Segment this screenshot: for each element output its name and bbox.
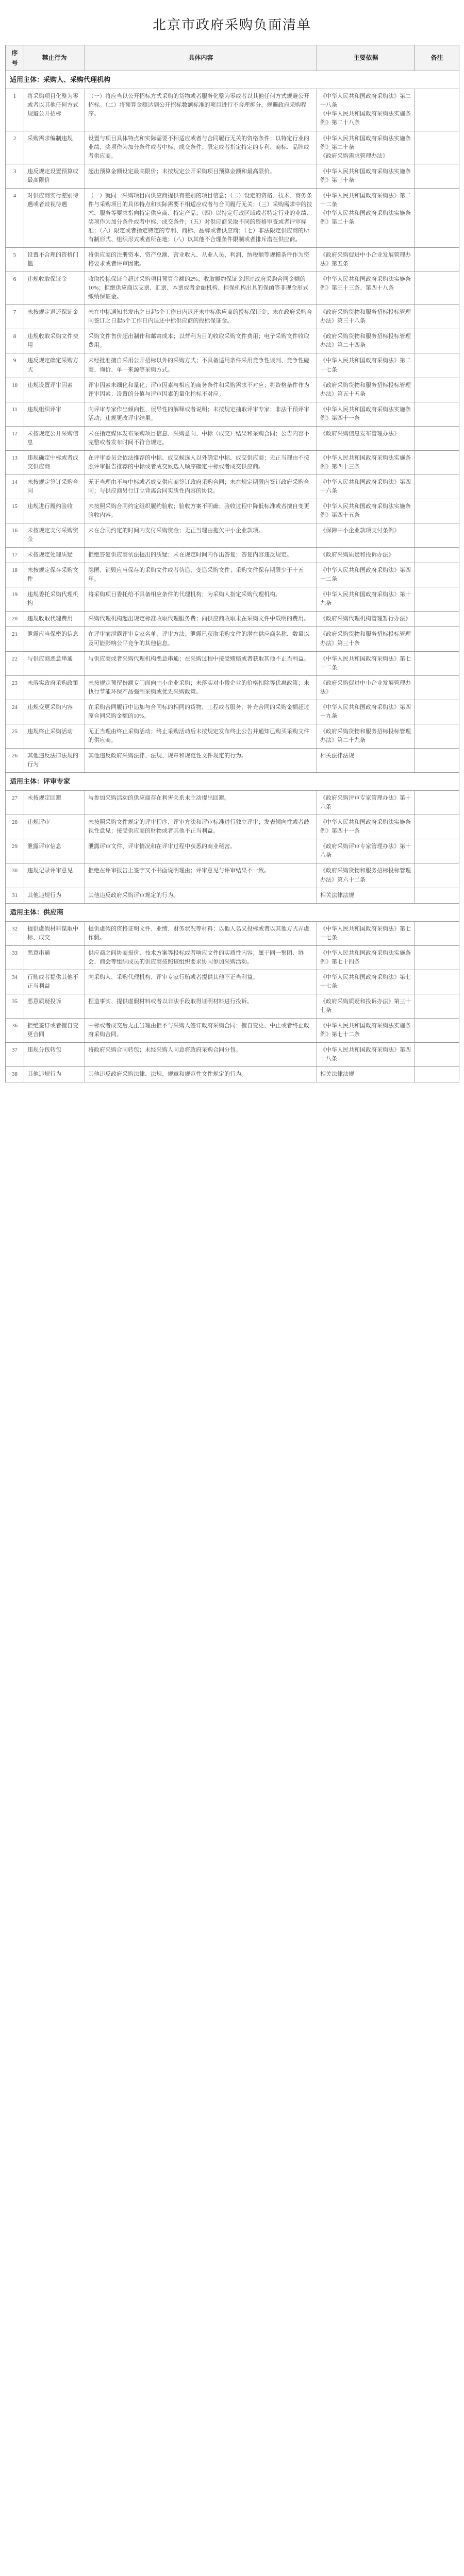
row-number: 38 — [6, 1067, 24, 1082]
negative-list-table — [5, 45, 459, 1082]
row-number: 20 — [6, 612, 24, 627]
row-prohibited-act: 恶意串通 — [24, 945, 85, 970]
row-prohibited-act: 违反规定设置预算或最高限价 — [24, 164, 85, 188]
row-content: 向评审专家作出倾向性、误导性的解释或者说明；未按规定抽取评审专家；非法干预评审活动；违规更改评审结果。 — [85, 402, 317, 426]
row-basis: 《中华人民共和国政府采购法》第四十六条 — [317, 474, 415, 499]
row-number: 9 — [6, 353, 24, 378]
row-content: 无正当理由不与中标或者成交供应商签订政府采购合同；未在规定期限内签订政府采购合同；与供应商另行订立背离合同实质性内容的协议。 — [85, 474, 317, 499]
row-content: 无正当理由终止采购活动；终止采购活动后未按规定发布终止公告并通知已购买采购文件的供应商。 — [85, 724, 317, 748]
row-content: 未在指定媒体发布采购项目信息、采购意向、中标（成交）结果和采购合同；公告内容不完整或者发布时间不符合规定。 — [85, 426, 317, 450]
row-basis: 《中华人民共和国政府采购法实施条例》第七十四条 — [317, 945, 415, 970]
table-row — [6, 272, 459, 305]
row-basis: 《中华人民共和国政府采购法实施条例》第三十三条、第四十八条 — [317, 272, 415, 305]
row-prohibited-act: 泄露评审信息 — [24, 839, 85, 863]
row-prohibited-act: 违规分包转包 — [24, 1043, 85, 1067]
row-prohibited-act: 对供应商实行差别待遇或者歧视待遇 — [24, 188, 85, 247]
row-note — [415, 89, 459, 131]
row-number: 37 — [6, 1043, 24, 1067]
row-content: 设置与项目具体特点和实际需要不相适应或者与合同履行无关的资格条件；以特定行业的业绩、奖项作为加分条件或者中标、成交条件；限定或者指定特定的专利、商标、品牌或者供应商。 — [85, 131, 317, 164]
row-basis: 《中华人民共和国政府采购法实施条例》第四十一条 — [317, 815, 415, 839]
table-row — [6, 651, 459, 675]
row-note — [415, 612, 459, 627]
table-row — [6, 945, 459, 970]
row-note — [415, 651, 459, 675]
row-basis: 《中华人民共和国政府采购法》第七十七条 — [317, 970, 415, 994]
row-content: 未按照采购合同约定组织履约验收；验收方案不明确；验收过程中降低标准或者擅自变更验收内容。 — [85, 499, 317, 523]
row-note — [415, 499, 459, 523]
row-basis: 《中华人民共和国政府采购法》第十九条 — [317, 587, 415, 612]
section-heading-row — [6, 903, 459, 921]
row-number: 17 — [6, 548, 24, 563]
row-content: 供应商之间协商报价、技术方案等投标或者响应文件的实质性内容；属于同一集团、协会、商会等组织成员的供应商按照该组织要求协同参加采购活动。 — [85, 945, 317, 970]
row-content: 评审因素未细化和量化；评审因素与相应的商务条件和采购需求不对应；将资格条件作为评审因素；设置的分值与评审因素的量化指标不对应。 — [85, 378, 317, 402]
section-heading: 适用主体：供应商 — [6, 903, 459, 921]
row-basis: 《中华人民共和国政府采购法实施条例》第二十条 《政府采购需求管理办法》 — [317, 131, 415, 164]
row-note — [415, 921, 459, 945]
row-basis: 相关法律法规 — [317, 888, 415, 903]
row-content: 提供虚假的资格证明文件、业绩、财务状况等材料；以他人名义投标或者以其他方式弄虚作假。 — [85, 921, 317, 945]
table-row — [6, 888, 459, 903]
row-note — [415, 748, 459, 772]
header-no: 序号 — [6, 45, 24, 71]
section-heading-row — [6, 71, 459, 89]
row-number: 35 — [6, 994, 24, 1019]
row-prohibited-act: 将采购项目化整为零或者以其他任何方式规避公开招标 — [24, 89, 85, 131]
row-note — [415, 587, 459, 612]
row-basis: 《中华人民共和国政府采购法实施条例》第七十二条 — [317, 1019, 415, 1043]
row-number: 26 — [6, 748, 24, 772]
row-content: 未在中标通知书发出之日起5个工作日内退还未中标供应商的投标保证金；未在政府采购合同签订之日起5个工作日内退还中标供应商的投标保证金。 — [85, 305, 317, 329]
table-row — [6, 839, 459, 863]
row-note — [415, 994, 459, 1019]
row-content: 拒绝在评审报告上签字又不书面说明理由；评审意见与评审结果不一致。 — [85, 863, 317, 888]
row-prohibited-act: 违规收取采购文件费用 — [24, 329, 85, 353]
row-basis: 《中华人民共和国政府采购法实施条例》第三十条 — [317, 164, 415, 188]
row-number: 18 — [6, 563, 24, 587]
row-note — [415, 724, 459, 748]
row-note — [415, 945, 459, 970]
row-content: 将供应商的注册资本、资产总额、营业收入、从业人员、利润、纳税额等规模条件作为资格要求或者评审因素。 — [85, 248, 317, 272]
row-prohibited-act: 违规委托采购代理机构 — [24, 587, 85, 612]
row-number: 27 — [6, 791, 24, 815]
table-row — [6, 474, 459, 499]
table-row — [6, 587, 459, 612]
table-row — [6, 863, 459, 888]
row-basis: 《政府采购促进中小企业发展管理办法》第五条 — [317, 248, 415, 272]
row-basis: 《政府采购代理机构管理暂行办法》 — [317, 612, 415, 627]
row-prohibited-act: 违规记录评审意见 — [24, 863, 85, 888]
row-basis: 《中华人民共和国政府采购法》第四十八条 — [317, 1043, 415, 1067]
row-note — [415, 1019, 459, 1043]
table-row — [6, 378, 459, 402]
row-number: 36 — [6, 1019, 24, 1043]
row-number: 22 — [6, 651, 24, 675]
table-row — [6, 499, 459, 523]
table-row — [6, 748, 459, 772]
row-prohibited-act: 违规设置评审因素 — [24, 378, 85, 402]
row-prohibited-act: 未按规定保存采购文件 — [24, 563, 85, 587]
row-basis: 《中华人民共和国政府采购法》第四十二条 — [317, 563, 415, 587]
row-note — [415, 450, 459, 474]
row-basis: 《政府采购信息发布管理办法》 — [317, 426, 415, 450]
row-basis: 《政府采购促进中小企业发展管理办法》 — [317, 675, 415, 700]
row-basis: 《中华人民共和国政府采购法实施条例》第四十一条 — [317, 402, 415, 426]
row-content: （一）将应当以公开招标方式采购的货物或者服务化整为零或者以其他任何方式规避公开招标。（二）将预算金额达到公开招标数额标准的项目进行不合理拆分，规避政府采购程序。 — [85, 89, 317, 131]
row-prohibited-act: 其他违规行为 — [24, 1067, 85, 1082]
row-basis: 《政府采购货物和服务招标投标管理办法》第六十二条 — [317, 863, 415, 888]
row-basis: 《政府采购货物和服务招标投标管理办法》第三十条 — [317, 627, 415, 651]
document-page — [0, 0, 464, 1093]
table-row — [6, 164, 459, 188]
row-prohibited-act: 未按规定回避 — [24, 791, 85, 815]
row-basis: 《中华人民共和国政府采购法》第二十八条 《中华人民共和国政府采购法实施条例》第二十八条 — [317, 89, 415, 131]
row-prohibited-act: 违规终止采购活动 — [24, 724, 85, 748]
row-content: 在采购合同履行中追加与合同标的相同的货物、工程或者服务，补充合同的采购金额超过原合同采购金额的10%。 — [85, 700, 317, 724]
row-number: 11 — [6, 402, 24, 426]
row-prohibited-act: 违规收取代理费用 — [24, 612, 85, 627]
row-number: 24 — [6, 700, 24, 724]
table-row — [6, 700, 459, 724]
row-basis: 《政府采购货物和服务招标投标管理办法》第五十五条 — [317, 378, 415, 402]
table-row — [6, 791, 459, 815]
row-prohibited-act: 提供虚假材料谋取中标、成交 — [24, 921, 85, 945]
row-prohibited-act: 其他违反法律法规的行为 — [24, 748, 85, 772]
row-basis: 《中华人民共和国政府采购法》第七十二条 — [317, 651, 415, 675]
row-content: 向采购人、采购代理机构、评审专家行贿或者提供其他不正当利益。 — [85, 970, 317, 994]
row-note — [415, 548, 459, 563]
row-prohibited-act: 违规变更采购内容 — [24, 700, 85, 724]
row-prohibited-act: 采购需求编制违规 — [24, 131, 85, 164]
row-note — [415, 700, 459, 724]
row-content: 隐匿、销毁应当保存的采购文件或者伪造、变造采购文件；采购文件保存期限少于十五年。 — [85, 563, 317, 587]
table-row — [6, 89, 459, 131]
row-note — [415, 888, 459, 903]
header-act: 禁止行为 — [24, 45, 85, 71]
table-row — [6, 402, 459, 426]
row-number: 7 — [6, 305, 24, 329]
row-note — [415, 563, 459, 587]
row-note — [415, 523, 459, 548]
row-content: 未经批准擅自采用公开招标以外的采购方式；不具备适用条件采用竞争性谈判、竞争性磋商、询价、单一来源等采购方式。 — [85, 353, 317, 378]
table-row — [6, 305, 459, 329]
row-basis: 《保障中小企业款项支付条例》 — [317, 523, 415, 548]
row-number: 31 — [6, 888, 24, 903]
row-prohibited-act: 拒绝签订或者擅自变更合同 — [24, 1019, 85, 1043]
row-prohibited-act: 违规确定中标或者成交供应商 — [24, 450, 85, 474]
row-basis: 《中华人民共和国政府采购法》第二十二条 《中华人民共和国政府采购法实施条例》第二十条 — [317, 188, 415, 247]
row-content: 将政府采购合同转包；未经采购人同意将政府采购合同分包。 — [85, 1043, 317, 1067]
row-content: 超出预算金额设定最高限价；未按规定公开采购项目预算金额和最高限价。 — [85, 164, 317, 188]
row-number: 12 — [6, 426, 24, 450]
row-prohibited-act: 违反规定确定采购方式 — [24, 353, 85, 378]
row-number: 32 — [6, 921, 24, 945]
row-basis: 《政府采购评审专家管理办法》第十八条 — [317, 839, 415, 863]
row-basis: 《政府采购货物和服务招标投标管理办法》第三十八条 — [317, 305, 415, 329]
row-note — [415, 627, 459, 651]
row-number: 23 — [6, 675, 24, 700]
row-content: 捏造事实、提供虚假材料或者以非法手段取得证明材料进行投诉。 — [85, 994, 317, 1019]
row-prohibited-act: 泄露应当保密的信息 — [24, 627, 85, 651]
table-row — [6, 1019, 459, 1043]
row-number: 3 — [6, 164, 24, 188]
row-basis: 相关法律法规 — [317, 1067, 415, 1082]
row-note — [415, 863, 459, 888]
row-note — [415, 378, 459, 402]
row-number: 25 — [6, 724, 24, 748]
row-note — [415, 426, 459, 450]
row-number: 6 — [6, 272, 24, 305]
row-number: 14 — [6, 474, 24, 499]
table-row — [6, 563, 459, 587]
row-number: 16 — [6, 523, 24, 548]
row-content: 未按照采购文件规定的评审程序、评审方法和评审标准进行独立评审；发表倾向性或者歧视性意见；接受供应商的财物或者其他不正当利益。 — [85, 815, 317, 839]
row-number: 5 — [6, 248, 24, 272]
row-prohibited-act: 与供应商恶意串通 — [24, 651, 85, 675]
row-note — [415, 131, 459, 164]
row-prohibited-act: 设置不合理的资格门槛 — [24, 248, 85, 272]
row-note — [415, 1043, 459, 1067]
table-row — [6, 426, 459, 450]
row-prohibited-act: 未按规定退还保证金 — [24, 305, 85, 329]
row-content: 中标或者成交后无正当理由拒不与采购人签订政府采购合同；擅自变更、中止或者终止政府采购合同。 — [85, 1019, 317, 1043]
table-row — [6, 1043, 459, 1067]
row-prohibited-act: 未按规定签订采购合同 — [24, 474, 85, 499]
table-row — [6, 612, 459, 627]
row-note — [415, 791, 459, 815]
row-prohibited-act: 违规评审 — [24, 815, 85, 839]
row-note — [415, 272, 459, 305]
row-number: 34 — [6, 970, 24, 994]
row-content: 与供应商或者采购代理机构恶意串通；在采购过程中接受贿赂或者获取其他不正当利益。 — [85, 651, 317, 675]
row-number: 1 — [6, 89, 24, 131]
table-row — [6, 994, 459, 1019]
header-basis: 主要依据 — [317, 45, 415, 71]
table-row — [6, 627, 459, 651]
row-prohibited-act: 未按规定处理质疑 — [24, 548, 85, 563]
row-basis: 《中华人民共和国政府采购法实施条例》第四十五条 — [317, 499, 415, 523]
row-note — [415, 305, 459, 329]
row-content: 采购文件售价超出制作和邮寄成本；以营利为目的收取采购文件费用；电子采购文件收取费用。 — [85, 329, 317, 353]
table-row — [6, 1067, 459, 1082]
section-heading-row — [6, 773, 459, 791]
row-note — [415, 839, 459, 863]
section-heading: 适用主体：采购人、采购代理机构 — [6, 71, 459, 89]
table-row — [6, 188, 459, 247]
row-basis: 《政府采购货物和服务招标投标管理办法》第二十四条 — [317, 329, 415, 353]
row-note — [415, 815, 459, 839]
row-number: 2 — [6, 131, 24, 164]
row-note — [415, 970, 459, 994]
row-content: 其他违反政府采购法律、法规、规章和规范性文件规定的行为。 — [85, 748, 317, 772]
table-row — [6, 815, 459, 839]
row-prohibited-act: 违规组织评审 — [24, 402, 85, 426]
row-basis: 《政府采购质疑和投诉办法》第三十七条 — [317, 994, 415, 1019]
row-content: 拒绝答复供应商依法提出的质疑；未在规定时间内作出答复；答复内容违反规定。 — [85, 548, 317, 563]
row-note — [415, 329, 459, 353]
row-number: 8 — [6, 329, 24, 353]
row-basis: 《中华人民共和国政府采购法》第七十七条 — [317, 921, 415, 945]
row-basis: 《政府采购货物和服务招标投标管理办法》第二十九条 — [317, 724, 415, 748]
row-content: 在评审前泄露评审专家名单、评审方法；泄露已获取采购文件的潜在供应商名称、数量以及可能影响公平竞争的其他信息。 — [85, 627, 317, 651]
row-content: （一）就同一采购项目向供应商提供有差别的项目信息；（二）设定的资格、技术、商务条件与采购项目的具体特点和实际需要不相适应或者与合同履行无关；（三）采购需求中的技术、服务等要求指向特定供应商、特定产品；（四）以特定行政区域或者特定行业的业绩、奖项作为加分条件或者中标、成交条件；（五）对供应商采取不同的资格审查或者评审标准；（六）限定或者指定特定的专利、商标、品牌或者供应商；（七）非法限定供应商的所有制形式、组织形式或者所在地；（八）以其他不合理条件限制或者排斥潜在供应商。 — [85, 188, 317, 247]
table-row — [6, 353, 459, 378]
row-note — [415, 353, 459, 378]
page-title: 北京市政府采购负面清单 — [152, 18, 311, 32]
section-heading: 适用主体：评审专家 — [6, 773, 459, 791]
table-row — [6, 548, 459, 563]
table-row — [6, 921, 459, 945]
row-number: 13 — [6, 450, 24, 474]
row-number: 4 — [6, 188, 24, 247]
row-content: 其他违反政府采购法律、法规、规章和规范性文件规定的行为。 — [85, 1067, 317, 1082]
row-prohibited-act: 未落实政府采购政策 — [24, 675, 85, 700]
row-basis: 《政府采购质疑和投诉办法》 — [317, 548, 415, 563]
table-row — [6, 329, 459, 353]
table-row — [6, 724, 459, 748]
row-number: 15 — [6, 499, 24, 523]
row-content: 将采购项目委托给不具备相应条件的代理机构；为采购人指定采购代理机构。 — [85, 587, 317, 612]
row-prohibited-act: 违规进行履约验收 — [24, 499, 85, 523]
table-row — [6, 523, 459, 548]
row-number: 30 — [6, 863, 24, 888]
header-note: 备注 — [415, 45, 459, 71]
row-number: 29 — [6, 839, 24, 863]
row-number: 10 — [6, 378, 24, 402]
table-row — [6, 131, 459, 164]
row-prohibited-act: 未按规定支付采购资金 — [24, 523, 85, 548]
row-content: 与参加采购活动的供应商存在利害关系未主动提出回避。 — [85, 791, 317, 815]
row-basis: 《中华人民共和国政府采购法》第二十七条 — [317, 353, 415, 378]
row-note — [415, 1067, 459, 1082]
row-prohibited-act: 其他违规行为 — [24, 888, 85, 903]
table-row — [6, 970, 459, 994]
row-basis: 相关法律法规 — [317, 748, 415, 772]
table-row — [6, 450, 459, 474]
row-content: 收取投标保证金超过采购项目预算金额的2%；收取履约保证金超过政府采购合同金额的10%；拒绝供应商以支票、汇票、本票或者金融机构、担保机构出具的保函等非现金形式缴纳保证金。 — [85, 272, 317, 305]
row-prohibited-act: 未按规定公开采购信息 — [24, 426, 85, 450]
row-content: 未在合同约定的时间内支付采购资金；无正当理由拖欠中小企业款项。 — [85, 523, 317, 548]
row-basis: 《中华人民共和国政府采购法》第四十九条 — [317, 700, 415, 724]
row-number: 33 — [6, 945, 24, 970]
row-number: 19 — [6, 587, 24, 612]
row-prohibited-act: 恶意质疑投诉 — [24, 994, 85, 1019]
row-note — [415, 675, 459, 700]
row-content: 未按规定预留份额专门面向中小企业采购；未落实对小微企业的价格扣除等优惠政策；未执行节能环保产品强制采购或优先采购政策。 — [85, 675, 317, 700]
row-note — [415, 248, 459, 272]
row-prohibited-act: 行贿或者提供其他不正当利益 — [24, 970, 85, 994]
row-prohibited-act: 违规收取保证金 — [24, 272, 85, 305]
table-row — [6, 675, 459, 700]
row-basis: 《政府采购评审专家管理办法》第十六条 — [317, 791, 415, 815]
row-content: 泄露评审文件、评审情况和在评审过程中获悉的商业秘密。 — [85, 839, 317, 863]
row-content: 在评审委员会依法推荐的中标、成交候选人以外确定中标、成交供应商；无正当理由不按照评审报告推荐的中标或者成交候选人顺序确定中标或者成交供应商。 — [85, 450, 317, 474]
table-body — [6, 71, 459, 1082]
table-header-row — [6, 45, 459, 71]
header-content: 具体内容 — [85, 45, 317, 71]
row-basis: 《中华人民共和国政府采购法实施条例》第四十三条 — [317, 450, 415, 474]
table-row — [6, 248, 459, 272]
row-content: 采购代理机构超出规定标准收取代理服务费；向供应商收取未在采购文件中载明的费用。 — [85, 612, 317, 627]
row-number: 28 — [6, 815, 24, 839]
row-note — [415, 188, 459, 247]
row-note — [415, 474, 459, 499]
row-note — [415, 164, 459, 188]
row-number: 21 — [6, 627, 24, 651]
row-note — [415, 402, 459, 426]
row-content: 其他违反政府采购评审规定的行为。 — [85, 888, 317, 903]
